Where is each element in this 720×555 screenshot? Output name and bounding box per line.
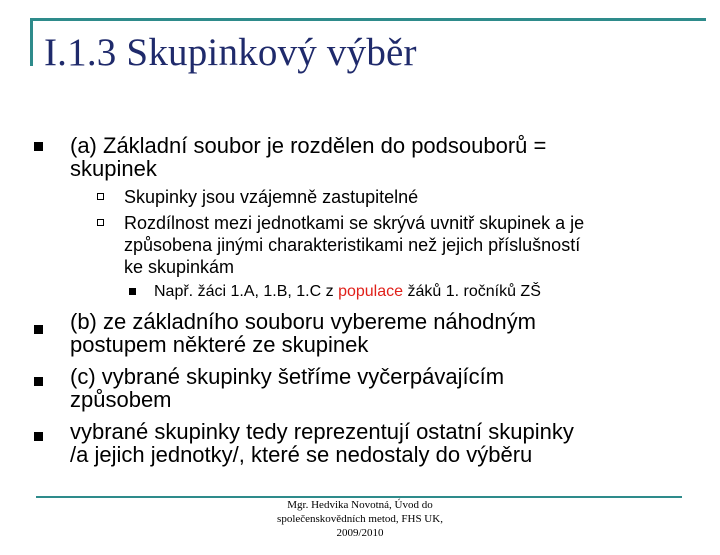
bullet-text: (a) Základní soubor je rozdělen do podsouborů = [70, 133, 547, 158]
bullet-square-icon [129, 288, 136, 295]
sub-bullet-text: Rozdílnost mezi jednotkami se skrývá uvnitř skupinek a je [124, 213, 585, 233]
bullet-text: (c) vybrané skupinky šetříme vyčerpávajícím [70, 364, 505, 389]
bullet-text: (b) ze základního souboru vybereme náhodným [70, 309, 536, 334]
bullet-text-continued: /a jejich jednotky/, které se nedostaly do výběru [70, 442, 533, 467]
footer [250, 498, 470, 540]
sub-bullet-text-continued: ke skupinkám [124, 257, 235, 277]
bullet-square-icon [34, 377, 43, 386]
bullet-square-icon [34, 325, 43, 334]
sub-bullet-text-continued: způsobena jinými charakteristikami než jejich příslušností [124, 235, 581, 255]
slide-title: I.1.3 Skupinkový výběr [44, 31, 417, 74]
bullet-hollow-square-icon [97, 193, 104, 200]
example-text [154, 283, 541, 301]
bullet-square-icon [34, 142, 43, 151]
sub-bullet-text: Skupinky jsou vzájemně zastupitelné [124, 187, 419, 207]
frame-left-bar [30, 18, 33, 66]
footer-line-3: 2009/2010 [336, 527, 384, 539]
footer-line-2: společenskovědních metod, FHS UK, [277, 513, 443, 525]
frame-top-bar [30, 18, 706, 21]
bullet-square-icon [34, 432, 43, 441]
bullet-text-continued: postupem některé ze skupinek [70, 332, 369, 357]
bullet-hollow-square-icon [97, 219, 104, 226]
bullet-text: vybrané skupinky tedy reprezentují ostatní skupinky [70, 419, 574, 444]
bullet-text-continued: skupinek [70, 156, 157, 181]
footer-line-1: Mgr. Hedvika Novotná, Úvod do [287, 499, 433, 511]
bullet-text-continued: způsobem [70, 387, 172, 412]
example-highlight: populace [338, 283, 404, 300]
example-text-before: Např. žáci 1.A, 1.B, 1.C z [154, 283, 339, 300]
example-text-after: žáků 1. ročníků ZŠ [403, 283, 541, 300]
